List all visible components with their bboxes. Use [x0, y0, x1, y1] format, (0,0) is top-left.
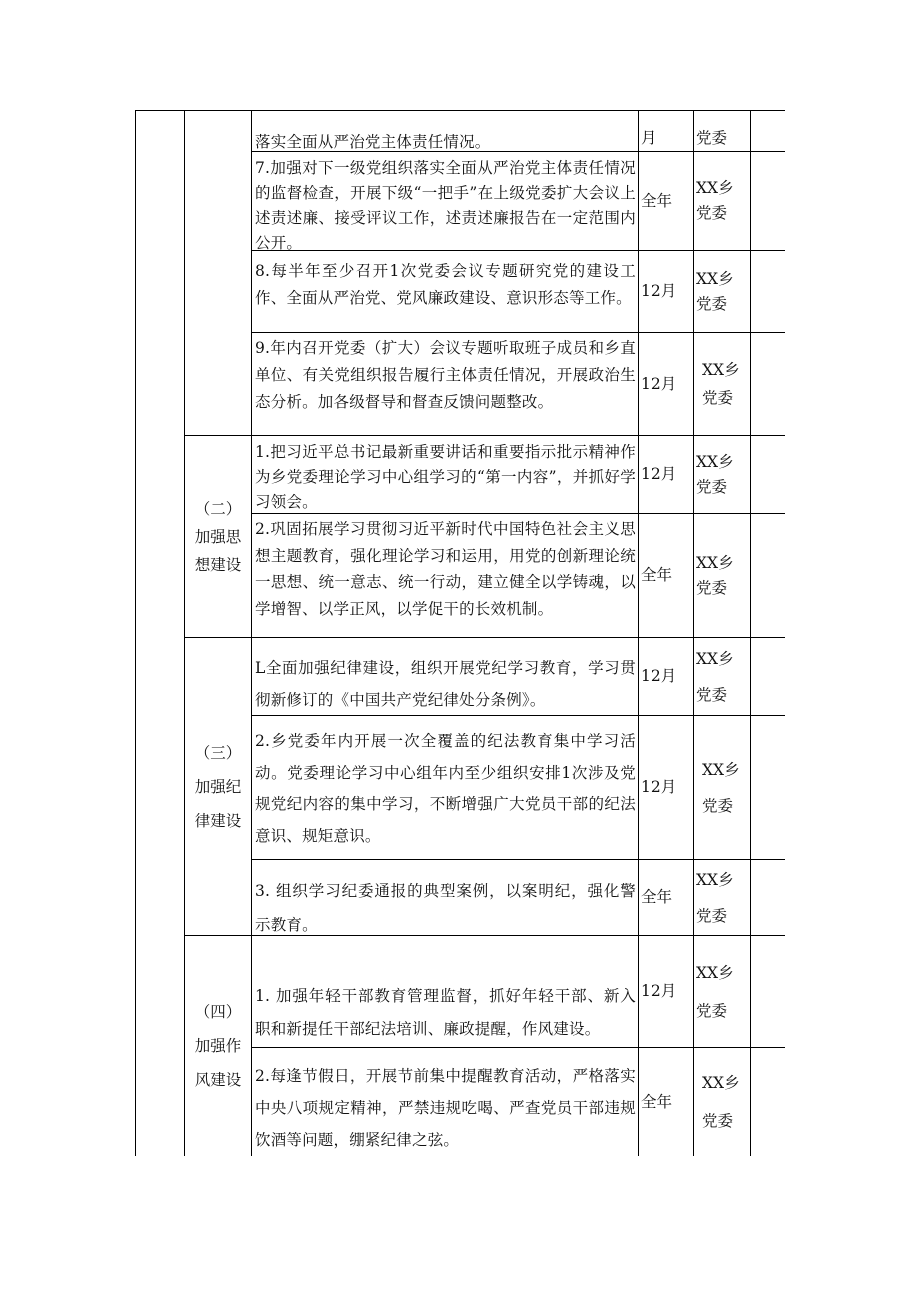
- responsible-cell: XX乡 党委: [702, 760, 740, 815]
- task-content-cell: 8.每半年至少召开1次党委会议专题研究党的建设工作、全面从严治党、党风廉政建设、意识形态等工作。: [255, 262, 636, 307]
- responsible-cell: XX乡 党委: [696, 963, 734, 1020]
- task-content-cell: 1.把习近平总书记最新重要讲话和重要指示批示精神作为乡党委理论学习中心组学习的“第一内容”，并抓好学习领会。: [255, 443, 636, 511]
- time-cell: 全年: [641, 888, 673, 906]
- responsible-cell: XX乡 党委: [696, 553, 734, 597]
- responsible-cell: XX乡 党委: [702, 1074, 740, 1130]
- task-content-cell: 2.巩固拓展学习贯彻习近平新时代中国特色社会主义思想主题教育，强化理论学习和运用，用党的创新理论统一思想、统一意志、统一行动，建立健全以学铸魂，以学增智、以学正风，以学促干的长效机制。: [255, 520, 636, 618]
- responsible-cell: XX乡 党委: [696, 179, 734, 222]
- category-discipline-building: （三） 加强纪 律建设: [194, 743, 242, 830]
- time-cell: 全年: [641, 191, 673, 210]
- time-cell: 12月: [641, 667, 677, 685]
- task-content-cell: L全面加强纪律建设，组织开展党纪学习教育，学习贯彻新修订的《中国共产党纪律处分条例》。: [255, 659, 636, 709]
- category-style-building: （四） 加强作 风建设: [194, 1003, 242, 1089]
- time-cell: 12月: [641, 465, 677, 483]
- table-top-border: [135, 110, 785, 111]
- task-content-cell: 2.乡党委年内开展一次全覆盖的纪法教育集中学习活动。党委理论学习中心组年内至少组织安排1次涉及党规党纪内容的集中学习，不断增强广大党员干部的纪法意识、规矩意识。: [255, 732, 636, 845]
- time-cell: 全年: [641, 566, 673, 584]
- notes-column-left-border: [750, 110, 751, 1156]
- task-content-cell: 9.年内召开党委（扩大）会议专题听取班子成员和乡直单位、有关党组织报告履行主体责任情况，开展政治生态分析。加各级督导和督查反馈问题整改。: [255, 339, 636, 411]
- category-thought-building: （二） 加强思 想建设: [194, 499, 242, 574]
- task-content-cell: 2.每逢节假日，开展节前集中提醒教育活动，严格落实中央八项规定精神，严禁违规吃喝、严查党员干部违规饮酒等问题，绷紧纪律之弦。: [255, 1067, 636, 1149]
- responsible-cell: XX乡 党委: [696, 649, 734, 704]
- time-cell: 12月: [641, 778, 677, 796]
- task-content-cell: 3. 组织学习纪委通报的典型案例，以案明纪，强化警示教育。: [255, 882, 636, 934]
- task-content-cell: 1. 加强年轻干部教育管理监督，抓好年轻干部、新入职和新提任干部纪法培训、廉政提醒，作风建设。: [255, 987, 636, 1038]
- responsible-cell: XX乡 党委: [702, 361, 740, 407]
- time-cell: 12月: [641, 374, 677, 393]
- task-content-cell: 7.加强对下一级党组织落实全面从严治党主体责任情况的监督检查，开展下级“一把手”在上级党委扩大会议上述责述廉、接受评议工作，述责述廉报告在一定范围内公开。: [255, 159, 636, 252]
- responsible-cell: XX乡 党委: [696, 870, 734, 925]
- time-cell: 全年: [641, 1092, 673, 1111]
- time-cell: 12月: [641, 282, 677, 300]
- table-left-border: [135, 110, 136, 1156]
- responsible-cell: 党委: [696, 129, 728, 147]
- task-content-cell: 落实全面从严治党主体责任情况。: [255, 133, 491, 151]
- time-cell: 月: [641, 129, 657, 147]
- responsible-cell: XX乡 党委: [696, 269, 734, 313]
- responsible-cell: XX乡 党委: [696, 452, 734, 496]
- time-cell: 12月: [641, 982, 677, 1000]
